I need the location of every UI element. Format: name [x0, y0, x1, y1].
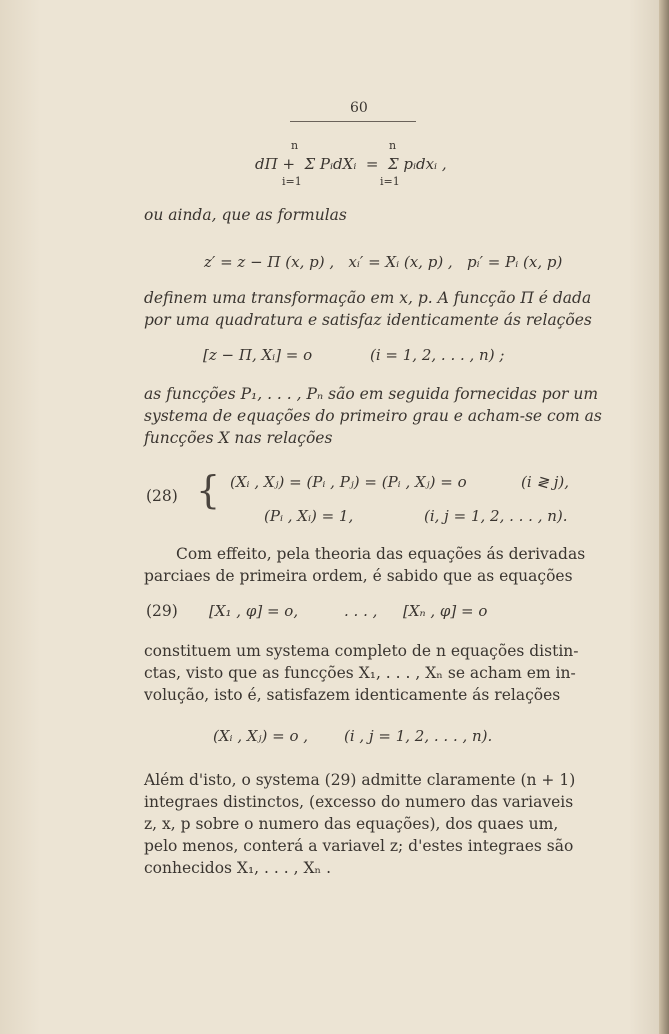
eq1-lower-right: i=1	[380, 175, 400, 188]
equation-1: dΠ + Σ PᵢdXᵢ = Σ pᵢdxᵢ ,	[255, 155, 447, 173]
page-edge	[659, 0, 669, 1034]
paragraph-4-line-2: ctas, visto que as funcções X₁, . . . , Xₙ se acham em in-	[144, 664, 576, 682]
equation-28-row-2-condition: (i, j = 1, 2, . . . , n).	[424, 507, 568, 525]
equation-2: z′ = z − Π (x, p) , xᵢ′ = Xᵢ (x, p) , pᵢ′ = Pᵢ (x, p)	[204, 253, 563, 271]
equation-28-row-2: (Pᵢ , Xᵢ) = 1,	[264, 507, 354, 525]
paragraph-2-line-2: systema de equações do primeiro grau e acham-se com as	[144, 407, 602, 425]
equation-3-right: (i = 1, 2, . . . , n) ;	[370, 346, 505, 364]
equation-29-last: [Xₙ , φ] = o	[403, 602, 488, 620]
paragraph-3-line-1: Com effeito, pela theoria das equações ás derivadas	[176, 545, 586, 563]
eq1-lower-left: i=1	[282, 175, 302, 188]
paragraph-3-line-2: parciaes de primeira ordem, é sabido que as equações	[144, 567, 573, 585]
text-ou-ainda: ou ainda, que as formulas	[144, 206, 347, 224]
equation-29-first: [X₁ , φ] = o,	[209, 602, 299, 620]
paragraph-5-line-1: Além d'isto, o systema (29) admitte claramente (n + 1)	[144, 771, 576, 789]
page-number: 60	[350, 100, 368, 116]
equation-4-left: (Xᵢ , Xⱼ) = o ,	[213, 727, 309, 745]
left-brace: {	[196, 468, 221, 512]
paragraph-5-line-5: conhecidos X₁, . . . , Xₙ .	[144, 859, 332, 877]
paragraph-2-line-1: as funcções P₁, . . . , Pₙ são em seguida fornecidas por um	[144, 385, 599, 403]
equation-3-left: [z − Π, Xᵢ] = o	[203, 346, 313, 364]
equation-28-row-1: (Xᵢ , Xⱼ) = (Pᵢ , Pⱼ) = (Pᵢ , Xⱼ) = o	[230, 473, 467, 491]
paragraph-4-line-1: constituem um systema completo de n equações distin-	[144, 642, 579, 660]
paragraph-4-line-3: volução, isto é, satisfazem identicamente ás relações	[144, 686, 561, 704]
paragraph-5-line-2: integraes distinctos, (excesso do numero das variaveis	[144, 793, 574, 811]
equation-4-right: (i , j = 1, 2, . . . , n).	[344, 727, 493, 745]
paragraph-2-line-3: funcções X nas relações	[144, 429, 333, 447]
paragraph-1-line-2: por uma quadratura e satisfaz identicamente ás relações	[144, 311, 592, 329]
paragraph-5-line-4: pelo menos, conterá a variavel z; d'estes integraes são	[144, 837, 574, 855]
equation-28-label: (28)	[146, 487, 178, 505]
equation-28-row-1-condition: (i ≷ j),	[521, 473, 570, 491]
equation-29-label: (29)	[146, 602, 178, 620]
paragraph-1-line-1: definem uma transformação em x, p. A funcção Π é dada	[144, 289, 592, 307]
eq1-upper-left: n	[291, 139, 299, 152]
equation-29-dots: . . . ,	[344, 602, 378, 620]
eq1-upper-right: n	[389, 139, 397, 152]
paragraph-5-line-3: z, x, p sobre o numero das equações), dos quaes um,	[144, 815, 559, 833]
header-rule	[290, 121, 416, 122]
